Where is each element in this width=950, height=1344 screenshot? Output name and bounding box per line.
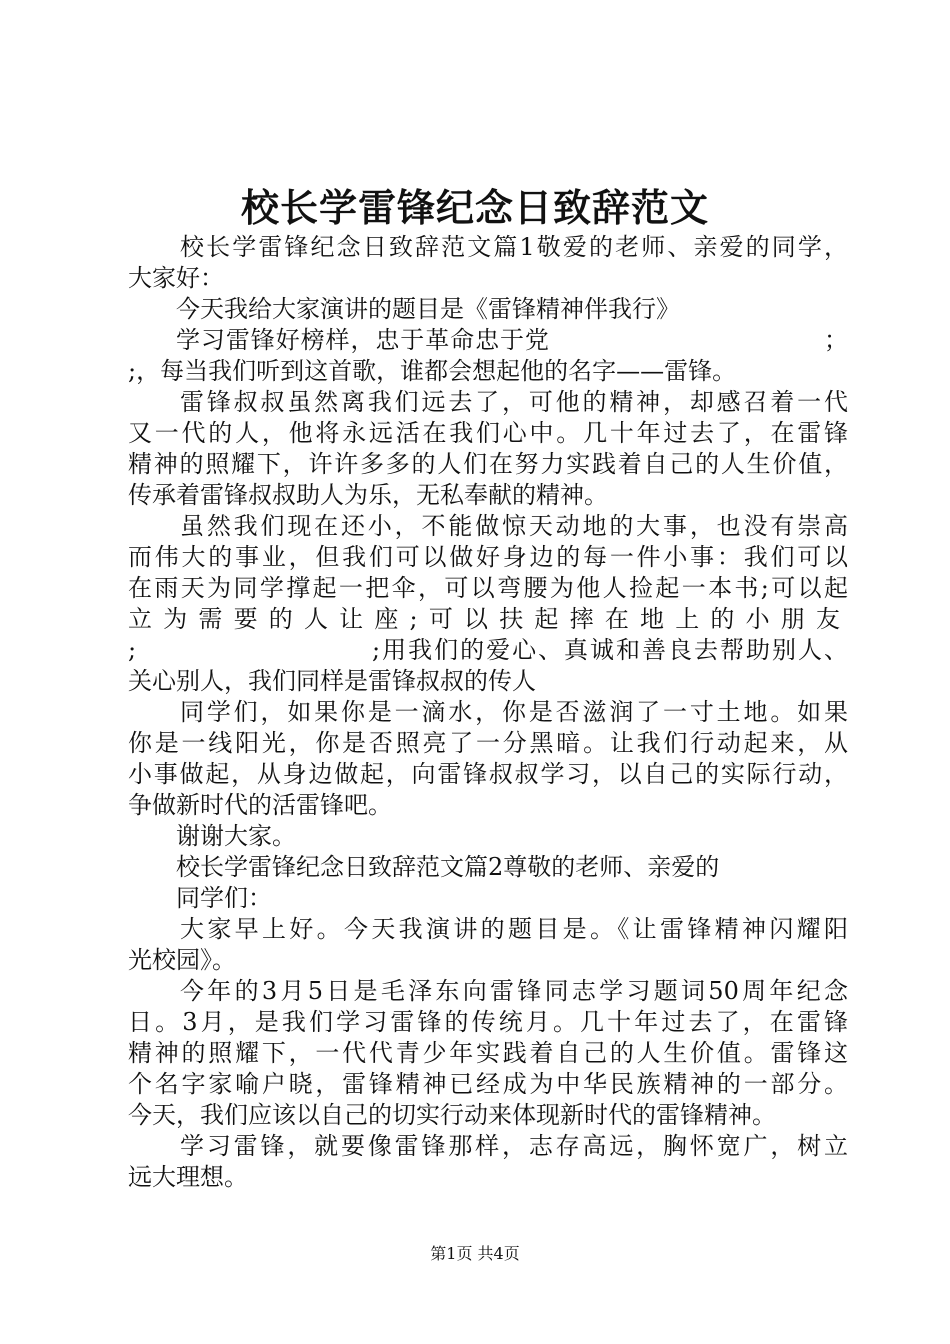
- text-line: 同学们：: [176, 884, 272, 912]
- text-line: 大家早上好。今天我演讲的题目是。《让雷锋精神闪耀阳: [180, 915, 848, 943]
- text-line: ;，每当我们听到这首歌，谁都会想起他的名字——雷锋。: [128, 357, 737, 385]
- text-line: 学习雷锋好榜样，忠于革命忠于党 ；: [176, 326, 848, 354]
- text-line: 立为需要的人让座;可以扶起摔在地上的小朋友: [128, 605, 848, 633]
- text-line: ; ;用我们的爱心、真诚和善良去帮助别人、: [128, 636, 848, 664]
- text-line: 而伟大的事业，但我们可以做好身边的每一件小事：我们可以: [128, 543, 848, 571]
- text-line: 争做新时代的活雷锋吧。: [128, 791, 392, 819]
- text-line: 在雨天为同学撑起一把伞，可以弯腰为他人捡起一本书;可以起: [128, 574, 848, 602]
- text-line: 日。3月，是我们学习雷锋的传统月。几十年过去了，在雷锋: [128, 1008, 848, 1036]
- text-line: 个名字家喻户晓，雷锋精神已经成为中华民族精神的一部分。: [128, 1070, 848, 1098]
- text-line: 光校园》。: [128, 946, 236, 974]
- text-line: 谢谢大家。: [176, 822, 296, 850]
- text-line: 传承着雷锋叔叔助人为乐，无私奉献的精神。: [128, 481, 608, 509]
- text-line: 大家好：: [128, 264, 224, 292]
- text-line: 你是一线阳光，你是否照亮了一分黑暗。让我们行动起来，从: [128, 729, 848, 757]
- text-line: 关心别人，我们同样是雷锋叔叔的传人: [128, 667, 536, 695]
- text-line: 今天我给大家演讲的题目是《雷锋精神伴我行》: [176, 295, 680, 323]
- text-line: 精神的照耀下，许许多多的人们在努力实践着自己的人生价值，: [128, 450, 848, 478]
- text-line: 校长学雷锋纪念日致辞范文篇1敬爱的老师、亲爱的同学，: [180, 233, 848, 261]
- text-line: 今天，我们应该以自己的切实行动来体现新时代的雷锋精神。: [128, 1101, 776, 1129]
- page-footer: 第1页 共4页: [430, 1244, 520, 1263]
- document-body: [128, 232, 848, 1193]
- document-title: 校长学雷锋纪念日致辞范文: [240, 185, 709, 230]
- text-line: 远大理想。: [128, 1163, 248, 1191]
- text-line: 精神的照耀下，一代代青少年实践着自己的人生价值。雷锋这: [128, 1039, 848, 1067]
- text-line: 又一代的人，他将永远活在我们心中。几十年过去了，在雷锋: [128, 419, 848, 447]
- text-line: 小事做起，从身边做起，向雷锋叔叔学习，以自己的实际行动，: [128, 760, 848, 788]
- text-line: 雷锋叔叔虽然离我们远去了，可他的精神，却感召着一代: [180, 388, 848, 416]
- text-line: 同学们，如果你是一滴水，你是否滋润了一寸土地。如果: [180, 698, 848, 726]
- text-line: 校长学雷锋纪念日致辞范文篇2尊敬的老师、亲爱的: [176, 853, 720, 881]
- text-line: 学习雷锋，就要像雷锋那样，志存高远，胸怀宽广，树立: [180, 1132, 848, 1160]
- text-line: 虽然我们现在还小，不能做惊天动地的大事，也没有崇高: [180, 512, 848, 540]
- text-line: 今年的3月5日是毛泽东向雷锋同志学习题词50周年纪念: [180, 977, 848, 1005]
